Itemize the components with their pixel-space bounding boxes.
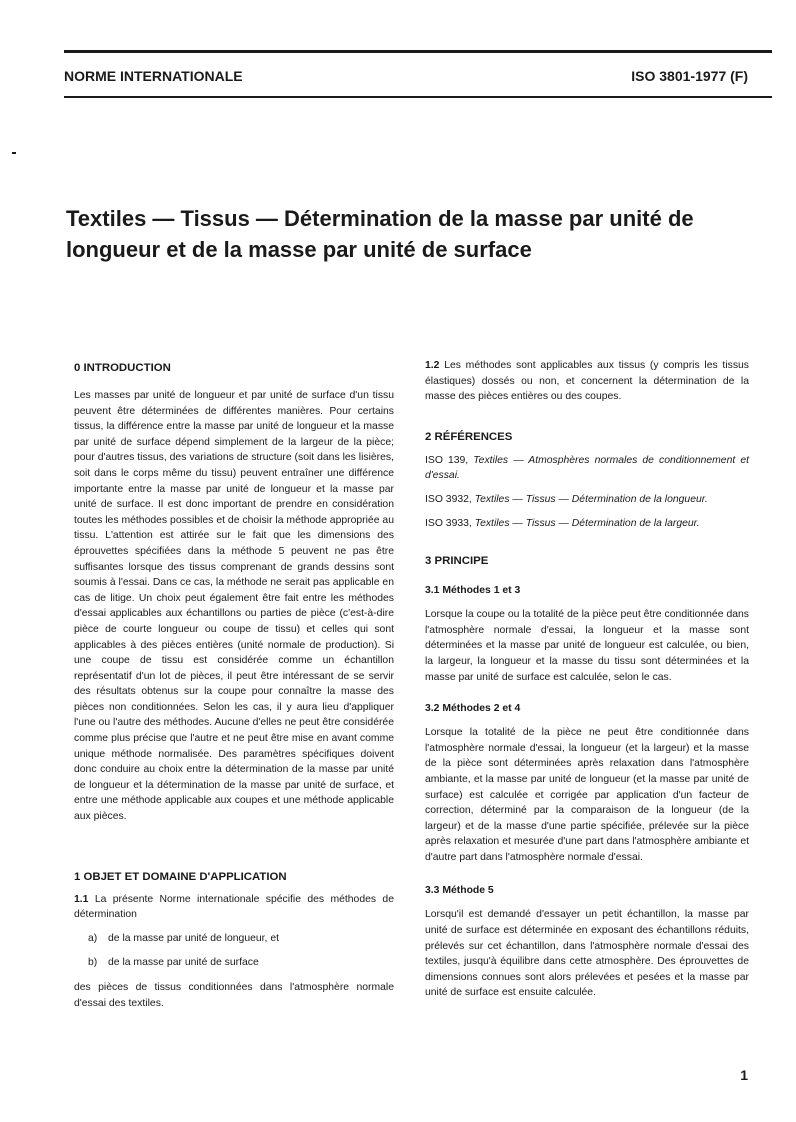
header-standard-number: ISO 3801-1977 (F) <box>631 68 748 84</box>
section-1-heading: 1 OBJET ET DOMAINE D'APPLICATION <box>74 870 287 883</box>
clause-1-2 <box>425 358 749 405</box>
reference-code: ISO 3932, <box>425 493 472 505</box>
reference-item <box>425 453 749 484</box>
header-rule-bottom <box>64 96 772 98</box>
clause-3-3-text: Lorsqu'il est demandé d'essayer un petit échantillon, la masse par unité de surface est déterminée en exposant des échantillons réduits, prélevés sur cet échantillon, dans l'atmosphère normale d'essai des textiles, jusqu'à équilibre dans cette atmosphère. Des éprouvettes de dimensions connues sont alors prélevées et pesées et la masse par unité de surface est ensuite calculée. <box>425 909 749 999</box>
clause-1-1-number: 1.1 <box>74 893 89 905</box>
title-line-2: longueur et de la masse par unité de surface <box>66 237 532 262</box>
header-standard-type: NORME INTERNATIONALE <box>64 68 243 84</box>
clause-1-2-text: Les méthodes sont applicables aux tissus (y compris les tissus élastiques) dossés ou non, et concernent la détermination de la masse des pièces entières ou des coupes. <box>425 360 749 403</box>
clause-1-1 <box>74 892 394 923</box>
clause-3-2-text: Lorsque la totalité de la pièce ne peut être conditionnée dans l'atmosphère normale d'essai, la longueur (et la largeur) et la masse de la pièce sont déterminées après relaxation dans l'atmosphère ambiante, et la masse par unité de longueur (et la masse par unité de surface) est calculée et corrigée par application d'un facteur de correction, déterminé par la comparaison de la longueur (de la largeur) et de la masse d'une partie spécifiée, prélevée sur la pièce après relaxation et mesurée d'une part dans l'atmosphère ambiante et d'autre part dans l'atmosphère normale d'essai. <box>425 727 749 863</box>
margin-mark <box>12 152 16 154</box>
header-rule-top <box>64 50 772 53</box>
clause-3-1-text: Lorsque la coupe ou la totalité de la pièce peut être conditionnée dans l'atmosphère normale d'essai, la longueur et la masse sont déterminées et la masse par unité de longueur est calculée, ou bien, la largeur, la longueur et la masse du tissu sont déterminées et la masse par unité de surface est calculée, selon le cas. <box>425 609 749 683</box>
list-item-text: de la masse par unité de surface <box>108 957 259 969</box>
section-0-heading: 0 INTRODUCTION <box>74 362 171 374</box>
reference-item <box>425 492 749 508</box>
scope-list <box>74 931 394 971</box>
right-column <box>425 358 749 1001</box>
clause-3-3-heading: 3.3 Méthode 5 <box>425 885 494 897</box>
clause-3-1-heading: 3.1 Méthodes 1 et 3 <box>425 585 521 597</box>
reference-title: Textiles — Atmosphères normales de conditionnement et d'essai. <box>425 454 749 482</box>
list-item-text: de la masse par unité de longueur, et <box>108 932 279 944</box>
reference-title: Textiles — Tissus — Détermination de la largeur. <box>474 517 700 529</box>
list-item <box>88 931 394 947</box>
section-3-heading: 3 PRINCIPE <box>425 555 489 568</box>
section-2-heading: 2 RÉFÉRENCES <box>425 430 513 443</box>
list-item-label: b) <box>88 957 98 969</box>
clause-1-2-number: 1.2 <box>425 360 440 371</box>
reference-code: ISO 139, <box>425 454 469 466</box>
reference-item <box>425 516 749 532</box>
reference-code: ISO 3933, <box>425 517 472 529</box>
title-line-1: Textiles — Tissus — Détermination de la masse par unité de <box>66 206 694 231</box>
document-title <box>66 203 746 265</box>
intro-paragraph: Les masses par unité de longueur et par unité de surface d'un tissu peuvent être déterminées de différentes manières. Pour certains tissus, la différence entre la masse par unité de longueur et la masse par unité de surface dépend simplement de la largeur de la pièce; pour d'autres tissus, des variations de structure (soit dans les lisières, soit dans le corps même du tissu) peuvent entraîner une différence importante entre la masse par unité de longueur et la masse par unité de surface. Il est donc important de prendre en considération toutes les méthodes possibles et de choisir la méthode appropriée au tissu. L'attention est attirée sur le fait que les dimensions des éprouvettes spécifiées dans la méthode 5 peuvent ne pas être suffisantes lorsque des tissus comprenant de grands dessins sont soumis à l'essai. Dans ce cas, la méthode ne serait pas applicable en cas de litige. Un choix peut également être fait entre les méthodes d'essai applicables aux échantillons ou parties de pièce (c'est-à-dire pièce de courte longueur ou coupe de tissu) et celles qui sont applicables à des pièces entières (unité normale de production). Si une coupe de tissu est considérée comme un échantillon représentatif d'un lot de pièces, il peut être intéressant de se servir des résultats obtenus sur la coupe pour connaître la masse des pièces non conditionnées. Selon les cas, il y aura lieu d'appliquer l'une ou l'autre des méthodes. Aucune d'elles ne peut être considérée comme plus précise que l'autre et ne peut être mise en avant comme unique méthode normalisée. Des paramètres spécifiques doivent donc conduire au choix entre la détermination de la masse par unité de longueur et la détermination de la masse par unité de surface, et entre une méthode applicable aux coupes et une méthode applicable aux pièces. <box>74 390 394 823</box>
list-item-label: a) <box>88 932 98 944</box>
clause-3-2-heading: 3.2 Méthodes 2 et 4 <box>425 703 521 715</box>
clause-1-1-continuation: des pièces de tissus conditionnées dans l'atmosphère normale d'essai des textiles. <box>74 982 394 1009</box>
clause-1-1-text: La présente Norme internationale spécifie des méthodes de détermination <box>74 893 394 921</box>
list-item <box>88 955 394 971</box>
page-number: 1 <box>740 1067 748 1083</box>
left-column <box>74 360 394 1011</box>
reference-title: Textiles — Tissus — Détermination de la longueur. <box>474 493 708 505</box>
